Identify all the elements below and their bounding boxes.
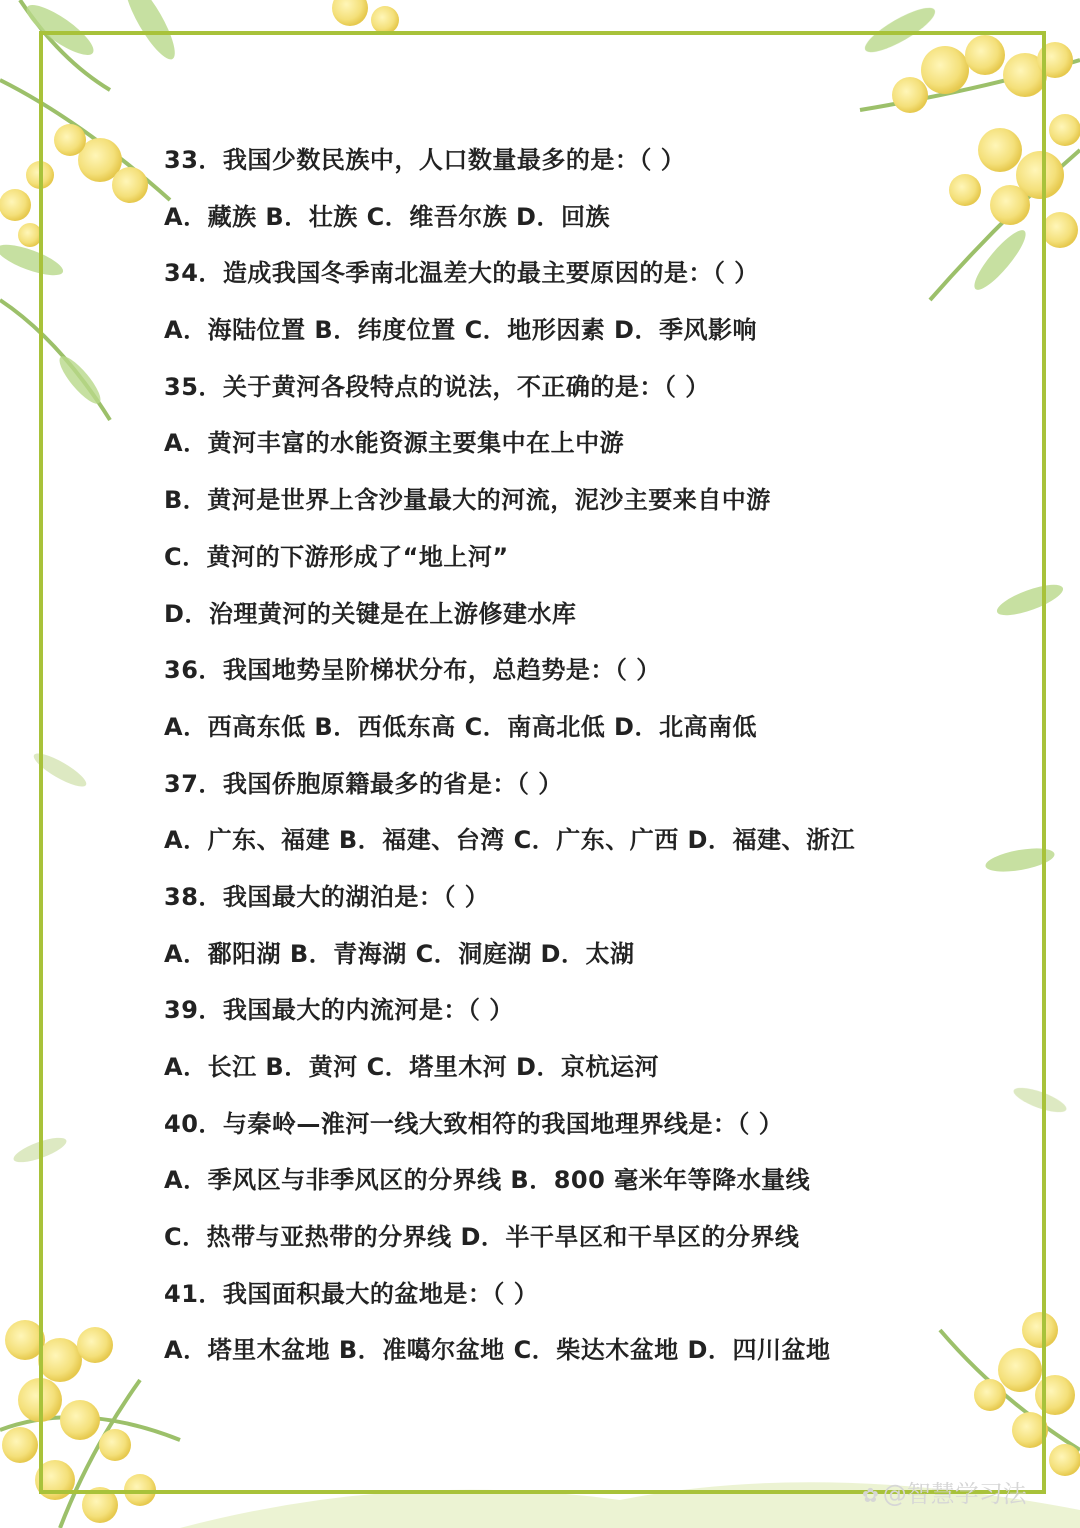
answer-options: C．黄河的下游形成了“地上河” xyxy=(164,542,509,571)
answer-options: A．海陆位置 B．纬度位置 C．地形因素 D．季风影响 xyxy=(164,316,757,345)
question-text: 38．我国最大的湖泊是：（ ） xyxy=(164,882,490,911)
question-text: 33．我国少数民族中，人口数量最多的是：（ ） xyxy=(164,146,686,174)
question-text: 34．造成我国冬季南北温差大的最主要原因的是：（ ） xyxy=(164,259,759,288)
answer-options: A．藏族 B．壮族 C．维吾尔族 D．回族 xyxy=(164,202,610,231)
answer-options: C．热带与亚热带的分界线 D．半干旱区和干旱区的分界线 xyxy=(164,1223,800,1252)
question-text: 39．我国最大的内流河是：（ ） xyxy=(164,996,514,1025)
answer-options: A．鄱阳湖 B．青海湖 C．洞庭湖 D．太湖 xyxy=(164,939,635,968)
watermark xyxy=(862,1474,1027,1509)
question-text: 35．关于黄河各段特点的说法，不正确的是：（ ） xyxy=(164,372,710,401)
answer-options: B．黄河是世界上含沙量最大的河流，泥沙主要来自中游 xyxy=(164,486,771,515)
answer-options: A．季风区与非季风区的分界线 B．800 毫米年等降水量线 xyxy=(164,1166,811,1195)
answer-options: A．广东、福建 B．福建、台湾 C．广东、广西 D．福建、浙江 xyxy=(164,826,855,855)
answer-options: A．西高东低 B．西低东高 C．南高北低 D．北高南低 xyxy=(164,712,757,741)
watermark-text: @智慧学习法 xyxy=(882,1480,1027,1508)
paw-icon: ✿ xyxy=(862,1483,879,1507)
question-text: 40．与秦岭—淮河一线大致相符的我国地理界线是：（ ） xyxy=(164,1109,784,1138)
question-text: 41．我国面积最大的盆地是：（ ） xyxy=(164,1279,539,1308)
answer-options: A．塔里木盆地 B．准噶尔盆地 C．柴达木盆地 D．四川盆地 xyxy=(164,1336,831,1365)
question-text: 37．我国侨胞原籍最多的省是：（ ） xyxy=(164,769,563,798)
answer-options: A．长江 B．黄河 C．塔里木河 D．京杭运河 xyxy=(164,1053,659,1081)
answer-options: A．黄河丰富的水能资源主要集中在上中游 xyxy=(164,429,625,458)
answer-options: D．治理黄河的关键是在上游修建水库 xyxy=(164,599,577,628)
question-text: 36．我国地势呈阶梯状分布，总趋势是：（ ） xyxy=(164,656,661,685)
question-list xyxy=(164,140,984,1387)
